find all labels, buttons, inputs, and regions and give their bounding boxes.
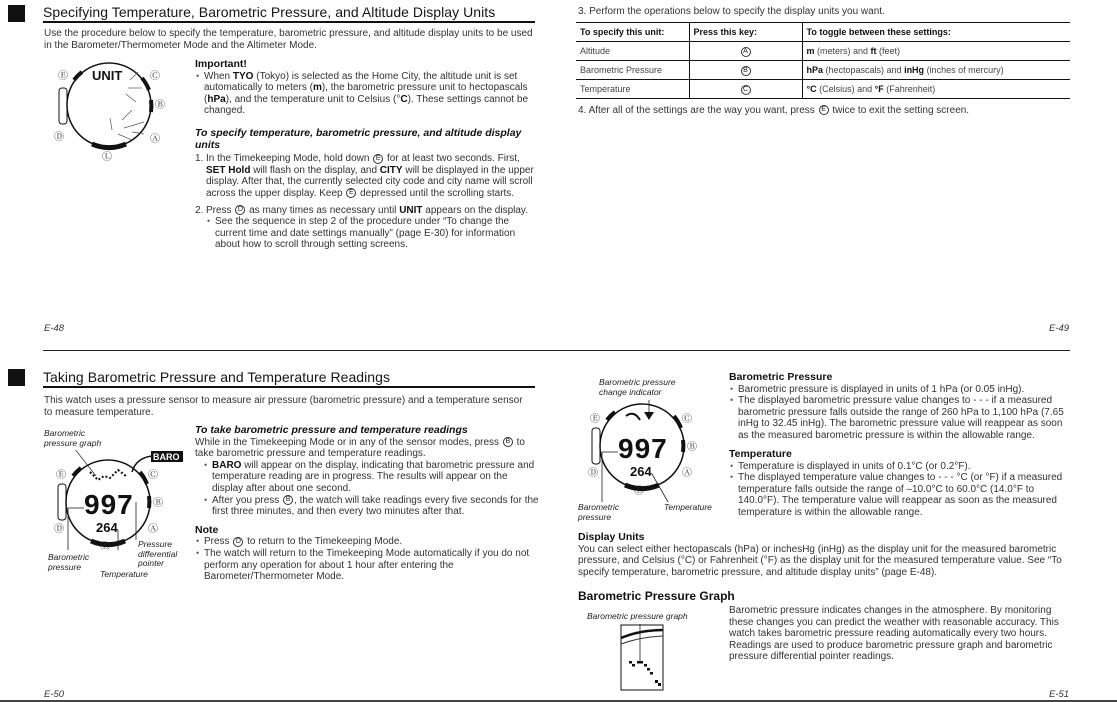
col-unit-header: To specify this unit: [576, 23, 689, 42]
watch-unit-figure [52, 60, 177, 165]
section-title: Specifying Temperature, Barometric Pressure, and Altitude Display Units [43, 4, 496, 20]
display-units-text: You can select either hectopascals (hPa) or inchesHg (inHg) as the display unit for the measured barometric pressure, and Celsius (°C) or Fahrenheit (°F) as the display unit for the measured temperature value. See “To specify temperature, barometric pressure, and altitude display units” (page E-48). [578, 543, 1062, 578]
key-b-icon: Ⓑ [155, 100, 165, 111]
key-c-icon: Ⓒ [148, 470, 158, 481]
svg-text:264: 264 [96, 520, 118, 535]
step-2-sub-bullet: • See the sequence in step 2 of the procedure under “To change the current time and date settings manually” (page E-30) for information about how to scroll through setting screens. [206, 216, 535, 251]
key-d-icon: D [233, 537, 243, 547]
key-a-icon: Ⓐ [682, 468, 692, 479]
label-change-indicator: Barometric pressure change indicator [599, 377, 676, 397]
svg-text:BARO: BARO [153, 452, 180, 462]
units-table [576, 22, 1070, 99]
intro-text: Use the procedure below to specify the temperature, barometric pressure, and altitude display units to be used in the Barometer/Thermometer Mode and the Altimeter Mode. [44, 28, 533, 51]
key-b-icon: B [283, 495, 293, 505]
step-4-text: 4. After all of the settings are the way you want, press E twice to exit the setting screen. [578, 105, 970, 116]
key-b-icon: Ⓑ [153, 498, 163, 509]
baro-section [729, 372, 1071, 442]
note-bullet: • The watch will return to the Timekeeping Mode automatically if you do not perform any operation for about 1 hour after entering the Barometer/Thermometer Mode. [195, 548, 540, 583]
label-temperature: Temperature [664, 502, 712, 512]
key-e-icon: E [373, 154, 383, 164]
table-row: Temperature C °C (Celsius) and °F (Fahrenheit) [576, 80, 1070, 99]
procedure-heading: To take barometric pressure and temperature readings [195, 424, 468, 436]
key-e-icon: Ⓔ [56, 470, 66, 481]
step-1: 1. In the Timekeeping Mode, hold down E for at least two seconds. First, SET Hold will flash on the display, and CITY will be displayed in the upper display. After that, the currently selected city code and city name will scroll across the upper display. Keep E depressed until the scrolling starts. [195, 153, 534, 199]
section-marker [8, 5, 25, 22]
bullet-baro: • BARO will appear on the display, indicating that barometric pressure and temperature reading are in progress. The results will appear on the display after about one second. [203, 460, 540, 495]
baro-bullet: • The displayed barometric pressure value changes to - - - if a measured barometric pressure falls outside the range of 260 hPa to 1,100 hPa (7.65 inHg to 32.45 inHg). The barometric pressure value will reappear as soon as the measured barometric pressure is within the allowable range. [729, 395, 1071, 441]
page-number: E-51 [1049, 689, 1070, 700]
section-marker [8, 369, 25, 386]
key-d-icon: D [235, 205, 245, 215]
step-2: 2. Press D as many times as necessary until UNIT appears on the display. • See the sequence in step 2 of the procedure under “To change the current time and date settings manually” (page E-30) for information about how to scroll through setting screens. [195, 205, 535, 251]
key-l-icon: Ⓛ [100, 542, 110, 550]
key-e-icon: Ⓔ [590, 414, 600, 425]
key-e-icon: Ⓔ [58, 71, 68, 82]
key-b-icon: B [503, 437, 513, 447]
key-d-icon: Ⓓ [54, 524, 64, 535]
key-a-icon: Ⓐ [150, 134, 160, 145]
watch-baro-figure [48, 450, 188, 550]
watch-change-figure [582, 398, 722, 503]
baro-heading: Barometric Pressure [729, 371, 833, 383]
svg-text:997: 997 [84, 489, 134, 520]
note-bullet: • Press D to return to the Timekeeping Mode. [195, 536, 540, 548]
key-d-icon: Ⓓ [588, 468, 598, 479]
col-key-header: Press this key: [689, 23, 802, 42]
label-pressure-graph: Barometric pressure graph [44, 428, 102, 448]
page-number: E-50 [44, 689, 65, 700]
important-heading: Important! [195, 58, 247, 70]
key-b-icon: B [741, 66, 751, 76]
key-l-icon: Ⓛ [102, 152, 112, 163]
key-c-icon: Ⓒ [150, 71, 160, 82]
temp-section [729, 449, 1071, 519]
display-units-heading: Display Units [578, 531, 645, 543]
temp-bullet: • The displayed temperature value changes to - - - °C (or °F) if a measured temperature falls outside the range of –10.0°C to 60.0°C (14.0°F to 140.0°F). The temperature value will reappear as soon as the measured temperature is within the allowable range. [729, 472, 1071, 518]
table-row: Altitude A m (meters) and ft (feet) [576, 42, 1070, 61]
procedure-block [195, 128, 535, 256]
reading-procedure-block [195, 425, 540, 583]
important-bullet: • When TYO (Tokyo) is selected as the Home City, the altitude unit is set automatically to meters (m), the barometric pressure unit to hectopascals (hPa), and the temperature unit to Celsius (°C). These settings cannot be changed. [195, 71, 535, 117]
display-units-section [578, 532, 1073, 578]
key-e-icon: E [819, 105, 829, 115]
page-number: E-49 [1049, 323, 1070, 334]
table-header-row [576, 23, 1070, 42]
title-rule [43, 21, 535, 23]
intro-text: This watch uses a pressure sensor to measure air pressure (barometric pressure) and a temperature sensor to measure temperature. [44, 395, 523, 418]
temp-heading: Temperature [729, 448, 792, 460]
table-row: Barometric Pressure B hPa (hectopascals) and inHg (inches of mercury) [576, 61, 1070, 80]
baro-bullet: • Barometric pressure is displayed in units of 1 hPa (or 0.05 inHg). [729, 384, 1071, 396]
key-a-icon: Ⓐ [148, 524, 158, 535]
key-l-icon: Ⓛ [634, 486, 644, 497]
title-rule [43, 386, 535, 388]
key-e-icon: E [346, 188, 356, 198]
page-number: E-48 [44, 323, 65, 334]
label-barometric-pressure: Barometric pressure [48, 552, 90, 572]
key-c-icon: Ⓒ [682, 414, 692, 425]
pressure-graph-figure [620, 624, 670, 692]
key-d-icon: Ⓓ [54, 132, 64, 143]
graph-heading: Barometric Pressure Graph [578, 589, 735, 603]
procedure-text: While in the Timekeeping Mode or in any of the sensor modes, press B to take barometric pressure and temperature readings. [195, 436, 525, 460]
bullet-interval: • After you press B , the watch will take readings every five seconds for the first three minutes, and then every two minutes after that. [203, 495, 540, 518]
procedure-heading: To specify temperature, barometric pressure, and altitude display units [195, 127, 522, 151]
important-block [195, 59, 535, 117]
step-3-text: 3. Perform the operations below to specify the display units you want. [578, 6, 885, 17]
temp-bullet: • Temperature is displayed in units of 0.1°C (or 0.2°F). [729, 461, 1071, 473]
svg-text:997: 997 [618, 433, 668, 464]
graph-text: Barometric pressure indicates changes in the atmosphere. By monitoring these changes you can predict the weather with reasonable accuracy. This watch takes barometric pressure reading automatically every two hours. Readings are used to produce barometric pressure graph and barometric pressure differential pointer readings. [729, 605, 1059, 663]
label-temperature: Temperature [100, 569, 148, 579]
svg-text:264: 264 [630, 464, 652, 479]
page-divider [43, 350, 1070, 351]
label-barometric-pressure: Barometric pressure [578, 502, 620, 522]
key-b-icon: Ⓑ [687, 442, 697, 453]
graph-figure-label: Barometric pressure graph [587, 611, 688, 621]
svg-text:UNIT: UNIT [92, 68, 123, 83]
label-pressure-pointer: Pressure differential pointer [138, 539, 178, 568]
key-a-icon: A [741, 47, 751, 57]
key-c-icon: C [741, 85, 751, 95]
note-heading: Note [195, 523, 219, 536]
col-settings-header: To toggle between these settings: [802, 23, 1070, 42]
section-title: Taking Barometric Pressure and Temperature Readings [43, 369, 391, 385]
